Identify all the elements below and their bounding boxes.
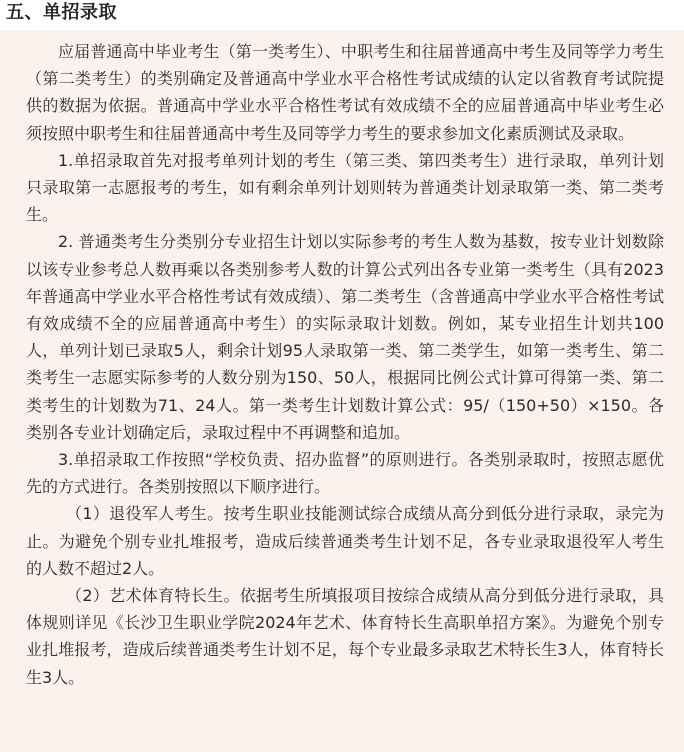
paragraph-subitem-1: （1）退役军人考生。按考生职业技能测试综合成绩从高分到低分进行录取，录完为止。为避免个别专业扎堆报考，造成后续普通类考生计划不足，各专业录取退役军人考生的人数不超过2人。 — [26, 504, 664, 578]
section-title: 五、单招录取 — [6, 2, 117, 23]
section-body — [0, 30, 684, 752]
paragraph-item-2: 2. 普通类考生分类别分专业招生计划以实际参考的考生人数为基数，按专业计划数除以该专业参考总人数再乘以各类别参考人数的计算公式列出各专业第一类考生（具有2023年普通高中学业水平合格性考试有效成绩）、第二类考生（含普通高中学业水平合格性考试有效成绩不全的应届普通高中考生）的实际录取计划数。例如，某专业招生计划共100人，单列计划已录取5人，剩余计划95人录取第一类、第二类学生，如第一类考生、第二类考生一志愿实际参考的人数分别为150、50人，根据同比例公式计算可得第一类、第二类考生的计划数为71、24人。第一类考生计划数计算公式：95/（150+50）×150。各类别各专业计划确定后，录取过程中不再调整和追加。 — [26, 232, 664, 442]
paragraph-subitem-2: （2）艺术体育特长生。依据考生所填报项目按综合成绩从高分到低分进行录取，具体规则详见《长沙卫生职业学院2024年艺术、体育特长生高职单招方案》。为避免个别专业扎堆报考，造成后续普通类考生计划不足，每个专业最多录取艺术特长生3人，体育特长生3人。 — [26, 586, 664, 687]
paragraph-item-1: 1.单招录取首先对报考单列计划的考生（第三类、第四类考生）进行录取，单列计划只录取第一志愿报考的考生，如有剩余单列计划则转为普通类计划录取第一类、第二类考生。 — [26, 150, 664, 225]
paragraph-item-3: 3.单招录取工作按照“学校负责、招办监督”的原则进行。各类别录取时，按照志愿优先的方式进行。各类别按照以下顺序进行。 — [26, 450, 664, 497]
paragraph-intro: 应届普通高中毕业考生（第一类考生）、中职考生和往届普通高中考生及同等学力考生（第二类考生）的类别确定及普通高中学业水平合格性考试成绩的认定以省教育考试院提供的数据为依据。普通高中学业水平合格性考试有效成绩不全的应届普通高中毕业考生必须按照中职考生和往届普通高中考生及同等学力考生的要求参加文化素质测试及录取。 — [26, 42, 664, 143]
